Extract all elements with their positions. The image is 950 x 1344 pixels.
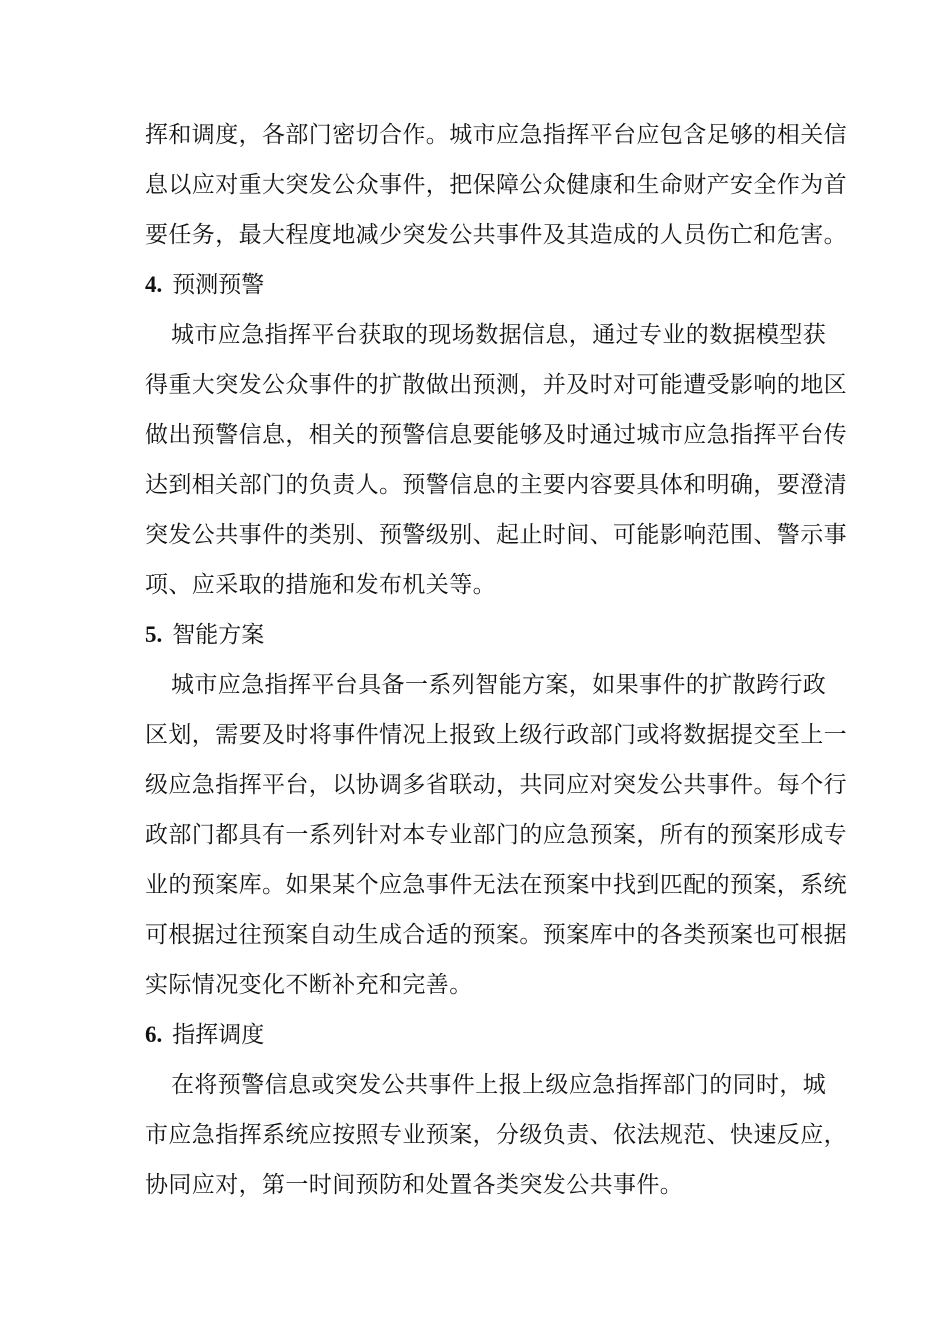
section-number: 4. — [145, 272, 163, 297]
paragraph-line: 可根据过往预案自动生成合适的预案。预案库中的各类预案也可根据 — [145, 922, 847, 948]
section-number: 6. — [145, 1022, 163, 1047]
paragraph-line: 得重大突发公众事件的扩散做出预测，并及时对可能遭受影响的地区 — [145, 372, 847, 398]
section-title: 指挥调度 — [172, 1022, 265, 1048]
paragraph-line: 要任务，最大程度地减少突发公共事件及其造成的人员伤亡和危害。 — [145, 222, 847, 248]
section-title: 预测预警 — [172, 272, 265, 298]
section-title: 智能方案 — [172, 622, 265, 648]
paragraph-line: 息以应对重大突发公众事件，把保障公众健康和生命财产安全作为首 — [145, 172, 847, 198]
section-heading-6 — [145, 1020, 264, 1050]
paragraph-line: 实际情况变化不断补充和完善。 — [145, 972, 473, 998]
paragraph-line: 达到相关部门的负责人。预警信息的主要内容要具体和明确，要澄清 — [145, 472, 847, 498]
paragraph-line: 级应急指挥平台，以协调多省联动，共同应对突发公共事件。每个行 — [145, 772, 847, 798]
paragraph-line: 做出预警信息，相关的预警信息要能够及时通过城市应急指挥平台传 — [145, 422, 847, 448]
paragraph-line: 挥和调度，各部门密切合作。城市应急指挥平台应包含足够的相关信 — [145, 122, 847, 148]
paragraph-line: 区划，需要及时将事件情况上报致上级行政部门或将数据提交至上一 — [145, 722, 847, 748]
section-heading-4 — [145, 270, 264, 300]
paragraph-line: 在将预警信息或突发公共事件上报上级应急指挥部门的同时，城 — [171, 1072, 827, 1098]
paragraph-line: 城市应急指挥平台具备一系列智能方案，如果事件的扩散跨行政 — [171, 672, 827, 698]
paragraph-line: 政部门都具有一系列针对本专业部门的应急预案，所有的预案形成专 — [145, 822, 847, 848]
section-number: 5. — [145, 622, 163, 647]
paragraph-line: 业的预案库。如果某个应急事件无法在预案中找到匹配的预案，系统 — [145, 872, 847, 898]
paragraph-line: 市应急指挥系统应按照专业预案，分级负责、依法规范、快速反应， — [145, 1122, 847, 1148]
paragraph-line: 项、应采取的措施和发布机关等。 — [145, 572, 496, 598]
paragraph-line: 协同应对，第一时间预防和处置各类突发公共事件。 — [145, 1172, 684, 1198]
section-heading-5 — [145, 620, 264, 650]
paragraph-line: 城市应急指挥平台获取的现场数据信息，通过专业的数据模型获 — [171, 322, 827, 348]
paragraph-line: 突发公共事件的类别、预警级别、起止时间、可能影响范围、警示事 — [145, 522, 847, 548]
